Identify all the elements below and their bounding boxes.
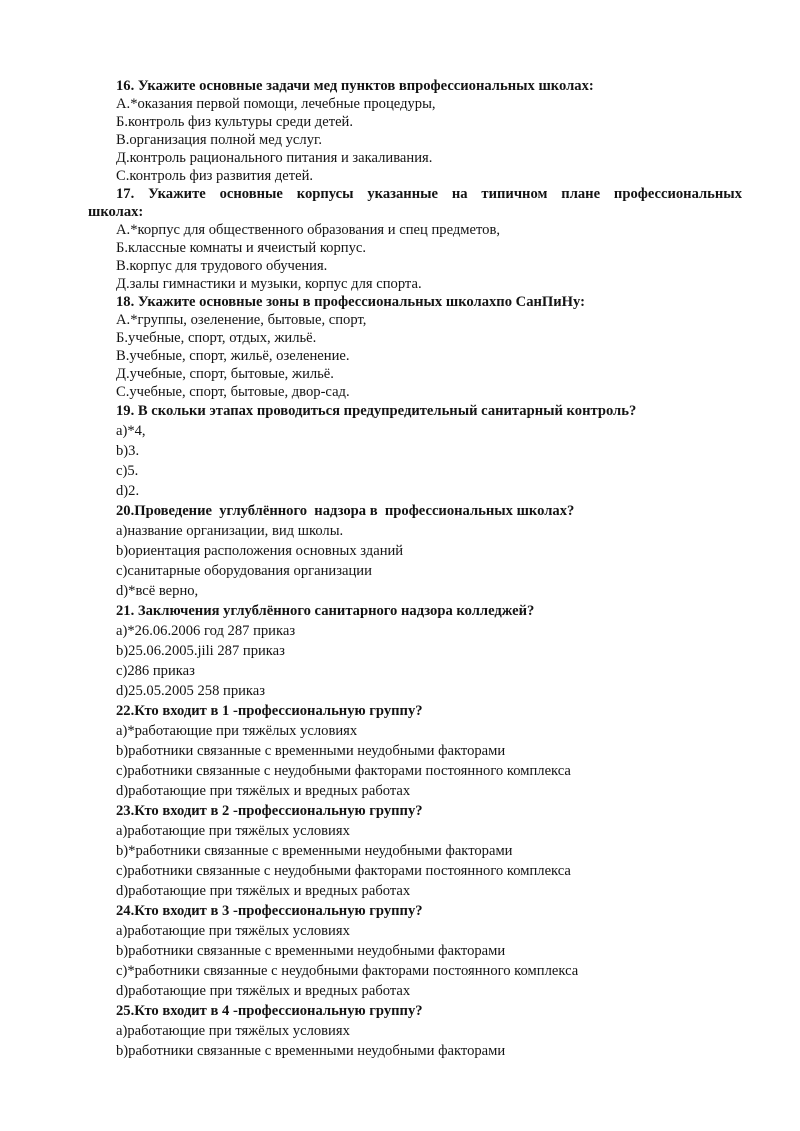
- question-18-option-v: В.учебные, спорт, жильё, озеленение.: [116, 348, 350, 364]
- question-16-option-b: Б.контроль физ культуры среди детей.: [116, 114, 354, 130]
- question-18-option-d: Д.учебные, спорт, бытовые, жильё.: [116, 366, 334, 382]
- question-21-option-c: c)286 приказ: [116, 663, 195, 679]
- question-19-option-b: b)3.: [116, 443, 140, 459]
- question-23-option-a: a)работающие при тяжёлых условиях: [116, 823, 350, 839]
- question-23-title: 23.Кто входит в 2 -профессиональную группу?: [116, 803, 423, 819]
- question-22-title: 22.Кто входит в 1 -профессиональную группу?: [116, 703, 423, 719]
- question-25-option-b: b)работники связанные с временными неудобными факторами: [116, 1043, 506, 1059]
- question-17-title: 17. Укажите основные корпусы указанные на типичном плане профессиональных: [116, 186, 742, 202]
- question-18-option-s: С.учебные, спорт, бытовые, двор-сад.: [116, 384, 350, 400]
- question-18-option-a: А.*группы, озеленение, бытовые, спорт,: [116, 312, 367, 328]
- question-17-title-continued: школах:: [88, 204, 144, 220]
- question-19-title: 19. В скольки этапах проводиться предупредительный санитарный контроль?: [116, 403, 637, 419]
- question-24-title: 24.Кто входит в 3 -профессиональную группу?: [116, 903, 423, 919]
- question-17-option-b: Б.классные комнаты и ячеистый корпус.: [116, 240, 367, 256]
- question-24-option-a: a)работающие при тяжёлых условиях: [116, 923, 350, 939]
- question-24-option-c: c)*работники связанные с неудобными факторами постоянного комплекса: [116, 963, 579, 979]
- question-24-option-d: d)работающие при тяжёлых и вредных работах: [116, 983, 411, 999]
- question-18-option-b: Б.учебные, спорт, отдых, жильё.: [116, 330, 317, 346]
- question-17-option-v: В.корпус для трудового обучения.: [116, 258, 328, 274]
- question-17-option-a: А.*корпус для общественного образования и спец предметов,: [116, 222, 501, 238]
- question-24-option-b: b)работники связанные с временными неудобными факторами: [116, 943, 506, 959]
- question-21-title: 21. Заключения углублённого санитарного надзора колледжей?: [116, 603, 535, 619]
- question-21-option-a: a)*26.06.2006 год 287 приказ: [116, 623, 296, 639]
- question-16-option-s: С.контроль физ развития детей.: [116, 168, 314, 184]
- question-17-option-d: Д.залы гимнастики и музыки, корпус для спорта.: [116, 276, 422, 292]
- question-16-option-v: В.организация полной мед услуг.: [116, 132, 322, 148]
- question-16-option-a: А.*оказания первой помощи, лечебные процедуры,: [116, 96, 436, 112]
- question-23-option-c: c)работники связанные с неудобными факторами постоянного комплекса: [116, 863, 571, 879]
- question-20-option-a: a)название организации, вид школы.: [116, 523, 344, 539]
- question-16-title: 16. Укажите основные задачи мед пунктов впрофессиональных школах:: [116, 78, 594, 94]
- question-19-option-a: a)*4,: [116, 423, 146, 439]
- question-21-option-b: b)25.06.2005.jili 287 приказ: [116, 643, 285, 659]
- question-22-option-d: d)работающие при тяжёлых и вредных работах: [116, 783, 411, 799]
- question-19-option-d: d)2.: [116, 483, 140, 499]
- question-22-option-a: a)*работающие при тяжёлых условиях: [116, 723, 358, 739]
- question-23-option-d: d)работающие при тяжёлых и вредных работах: [116, 883, 411, 899]
- question-20-option-b: b)ориентация расположения основных зданий: [116, 543, 404, 559]
- question-18-title: 18. Укажите основные зоны в профессиональных школахпо СанПиНу:: [116, 294, 585, 310]
- question-25-option-a: a)работающие при тяжёлых условиях: [116, 1023, 350, 1039]
- question-21-option-d: d)25.05.2005 258 приказ: [116, 683, 266, 699]
- question-22-option-c: c)работники связанные с неудобными факторами постоянного комплекса: [116, 763, 571, 779]
- question-19-option-c: c)5.: [116, 463, 139, 479]
- question-22-option-b: b)работники связанные с временными неудобными факторами: [116, 743, 506, 759]
- question-20-option-c: c)санитарные оборудования организации: [116, 563, 372, 579]
- question-20-option-d: d)*всё верно,: [116, 583, 199, 599]
- question-20-title: 20.Проведение углублённого надзора в профессиональных школах?: [116, 503, 575, 519]
- question-16-option-d: Д.контроль рационального питания и закаливания.: [116, 150, 433, 166]
- question-25-title: 25.Кто входит в 4 -профессиональную группу?: [116, 1003, 423, 1019]
- question-23-option-b: b)*работники связанные с временными неудобными факторами: [116, 843, 513, 859]
